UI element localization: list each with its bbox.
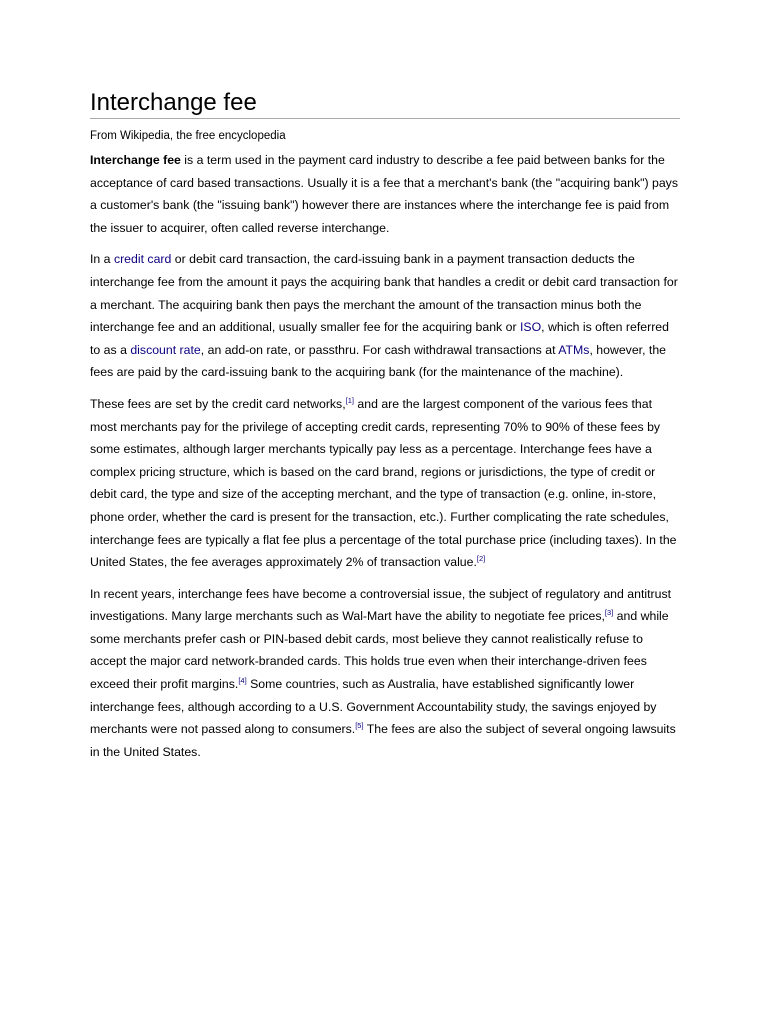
- text-span: and are the largest component of the various fees that most merchants pay for the privilege of accepting credit cards, representing 70% to 90% of these fees by some estimates, although larger merchants typically pay less as a percentage. Interchange fees have a complex pricing structure, which is based on the card brand, regions or jurisdictions, the type of credit or debit card, the type and size of the accepting merchant, and the type of transaction (e.g. online, in-store, phone order, whether the card is present for the transaction, etc.). Further complicating the rate schedules, interchange fees are typically a flat fee plus a percentage of the total purchase price (including taxes). In the United States, the fee averages approximately 2% of transaction value.: [90, 396, 677, 570]
- paragraph-transaction: [90, 248, 680, 384]
- text-span: , an add-on rate, or passthru. For cash withdrawal transactions at: [200, 342, 559, 357]
- text-span: In a: [90, 252, 114, 267]
- link-discount-rate[interactable]: discount rate: [130, 342, 201, 357]
- link-credit-card[interactable]: credit card: [113, 252, 172, 267]
- site-subtitle: From Wikipedia, the free encyclopedia: [90, 130, 286, 142]
- text-span: In recent years, interchange fees have become a controversial issue, the subject of regulatory and antitrust investigations. Many large merchants such as Wal-Mart have the ability to negotiate fee prices,: [90, 586, 672, 624]
- article: [90, 88, 680, 763]
- paragraph-fees: [90, 393, 680, 574]
- text-span: Some countries, such as Australia, have established significantly lower interchange fees, although according to a U.S. Government Accountability study, the savings enjoyed by merchants were not passed along to consumers.: [90, 677, 657, 737]
- reference-3[interactable]: [3]: [604, 608, 614, 618]
- link-iso[interactable]: ISO: [519, 320, 542, 335]
- paragraph-controversy: [90, 583, 680, 764]
- text-span: These fees are set by the credit card networks,: [90, 396, 346, 411]
- link-atms[interactable]: ATMs: [558, 342, 590, 357]
- text-span: , which is often referred to as a: [90, 320, 669, 357]
- paragraph-intro: [90, 149, 680, 239]
- reference-1[interactable]: [1]: [345, 395, 354, 405]
- reference-5[interactable]: [5]: [355, 721, 364, 731]
- bold-term: Interchange fee: [90, 153, 181, 167]
- page-title: Interchange fee: [90, 88, 680, 119]
- reference-4[interactable]: [4]: [238, 675, 247, 685]
- text-span: , however, the fees are paid by the card-issuing bank to the acquiring bank (for the maintenance of the machine).: [90, 342, 667, 380]
- text-span: and while some merchants prefer cash or PIN-based debit cards, most believe they cannot realistically refuse to accept the major card network-branded cards. This holds true even when their interchange-driven fees exceed their profit margins.: [90, 609, 669, 692]
- text-span: or debit card transaction, the card-issuing bank in a payment transaction deducts the interchange fee from the amount it pays the acquiring bank that handles a credit or debit card transaction for a merchant. The acquiring bank then pays the merchant the amount of the transaction minus both the interchange fee and an additional, usually smaller fee for the acquiring bank or: [90, 252, 678, 335]
- text-span: is a term used in the payment card industry to describe a fee paid between banks for the acceptance of card based transactions. Usually it is a fee that a merchant's bank (the "acquiring bank") pays a customer's bank (the "issuing bank") however there are instances where the interchange fee is paid from the issuer to acquirer, often called reverse interchange.: [90, 153, 678, 235]
- reference-2[interactable]: [2]: [476, 554, 486, 563]
- text-span: The fees are also the subject of several ongoing lawsuits in the United States.: [90, 722, 676, 759]
